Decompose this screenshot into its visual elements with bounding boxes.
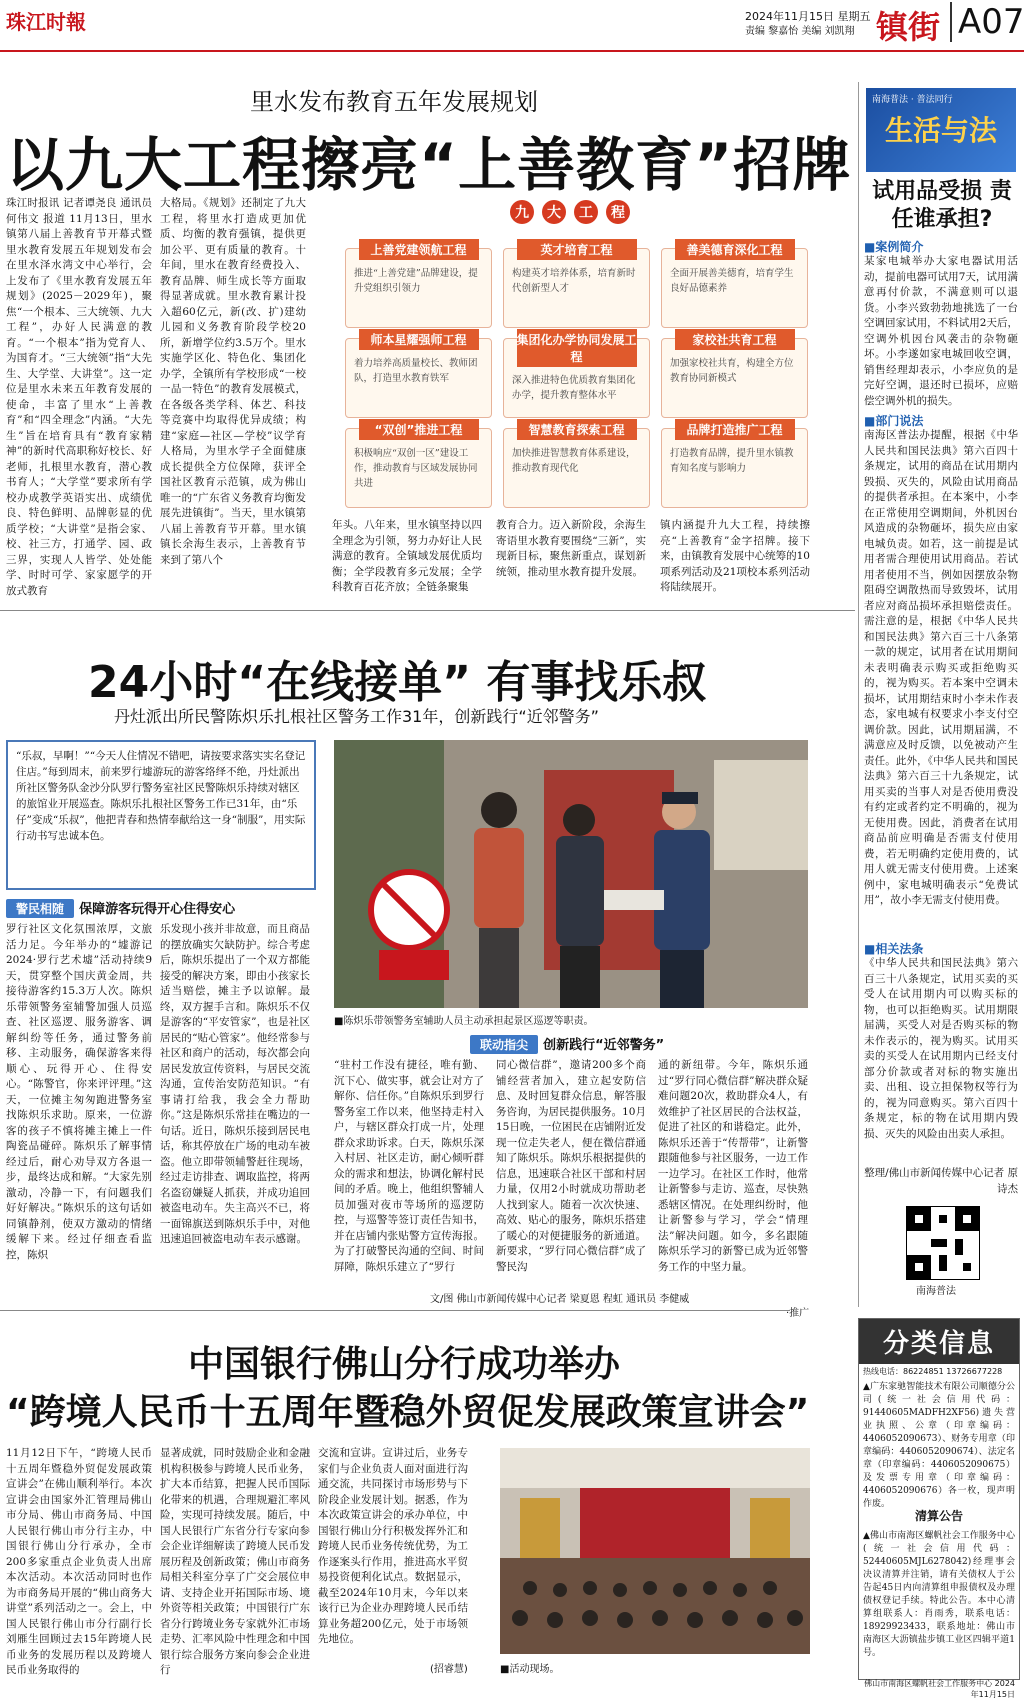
story1-column-1: 珠江时报讯 记者谭尧良 通讯员何伟文 报道 11月13日，里水镇第八届上善教育节开幕式暨里水教育发展五年规划发布会在里水泽水湾文中心举行，会上发布了《里水教育发展五年规划》(2025－2029年)，聚焦“一个根本、三大统领、九大工程”，办好人民满意的教育。“一个根本”指为党育人、为国育才。“三大统领”指“大先生、大学堂、大讲堂”。这一定位是里水未来五年教育发展的使命，丰富了里水“上善教育”和“四全理念”内涵。“大先生”旨在培育具有“教育家精神”的新时代高职称好校长、好老师，扎根里水教育，潜心教书育人；“大学堂”要求所有学校办成教学英语实出、成绩优良、特色鲜明、品牌彰显的优质学校；“大讲堂”是指会家、校、社三方，打通学、园、政三界，实现人人皆学、处处能学、时时可学、家家愿学的开放式教育 (6, 197, 152, 597)
story3-headline-line2: “跨境人民币十五周年暨稳外贸促发展政策宣讲会” (6, 1392, 810, 1433)
notice-title: 清算公告 (914, 1509, 963, 1523)
classified-item: ▲佛山市南海区螺帆社会工作服务中心(统一社会信用代码：52440605MJL6278042)经理事会决议清算并注销，请有关债权人于公告起45日内向清算组申报债权及办理债权登记手续。特此公告。本中心清算组联系人：肖雨秀，联系电话：18929923433，联系地址：佛山市南海区大沥镇盐步镇工业区四辑平道1号。 (863, 1531, 1015, 1658)
section-tag: 警民相随 (6, 899, 74, 918)
section-divider (0, 610, 855, 611)
newspaper-logo: 珠江时報 (6, 10, 86, 34)
classified-box (858, 1318, 1020, 1699)
section-name: 镇街 (876, 8, 941, 46)
classified-banner: 分类信息 (859, 1319, 1019, 1364)
story2-section-head-1 (6, 898, 235, 918)
banner-title: 生活与法 (884, 114, 997, 147)
qr-code-icon (907, 1207, 979, 1279)
section-subhead: 创新践行“近邻警务” (543, 1038, 665, 1053)
story2-column-1: 罗行社区文化氛围浓厚，文旅活力足。今年举办的“墟游记2024·罗行艺术墟”活动持续9天，贯穿整个国庆黄金周，共接待游客约15.3万人次。陈炽乐带领警务室辅警加强人员巡查、社区巡逻、服务游客、调解纠纷等任务，通过警务前移、主动服务，确保游客来得顺心、玩得开心、住得安心。“陈警官，你来评评理。”这天，一位摊主匆匆跑进警务室找陈炽乐求助。原来，一位游客的孩子不慎将摊主摊上一件陶瓷品碰碎。陈炽乐了解事情经过后，耐心劝导双方各退一步，最终达成和解。“大家先别激动，冷静一下，有问题我们好好解决。”陈炽乐的这句话如同镇静剂，使双方激动的情绪缓解下来。经过仔细查看监控，陈炽 (6, 923, 152, 1261)
law-column-banner (866, 88, 1016, 172)
sidebar-law-title: ■相关法条 (864, 942, 924, 956)
editor-credits: 责编 黎嘉怡 美编 刘凯翔 (745, 26, 855, 37)
section-divider (0, 1310, 790, 1311)
masthead-rule (0, 50, 1024, 52)
ad-label: ·推广 (786, 1308, 810, 1319)
project-card: 品牌打造推广工程 打造教育品牌，提升里水镇教育知名度与影响力 (661, 428, 808, 508)
section-subhead: 保障游客玩得开心住得安心 (79, 902, 236, 917)
story2-byline: 文/图 佛山市新闻传媒中心记者 梁夏恩 程虹 通讯员 李健威 (430, 1294, 690, 1305)
classified-item: ▲广东家驰智能技术有限公司顺德分公司(统一社会信用代码：91440605MADFH2XF56)遗失营业执照、公章（印章编码：4406052090673）、财务专用章（印章编码：4406052090674）、法定名章（印章编码：4406052090675）及发票专用章（印章编码：4406052090676）各一枚，现声明作废。 (863, 1382, 1015, 1509)
story2-section-head-2 (470, 1034, 664, 1054)
event-photo-caption: ■活动现场。 (500, 1664, 560, 1675)
story3-headline-line1: 中国银行佛山分行成功举办 (188, 1344, 621, 1385)
projects-title: 九 大 工 程 (510, 200, 630, 224)
project-card: 智慧教育探索工程 加快推进智慧教育体系建设，推动教育现代化 (503, 428, 650, 508)
classified-footer: 佛山市南海区螺帆社会工作服务中心 2024年11月15日 (864, 1679, 1015, 1699)
story1-column-3: 年头。八年来，里水镇坚持以四全理念为引领，努力办好让人民满意的教育。全镇域发展优质均衡；全学段教育多元发展；全学科教育百花齐放；全链条聚集 (332, 519, 482, 593)
story1-column-5: 镇内涵提升九大工程，持续擦亮“上善教育”金字招牌。接下来，由镇教育发展中心统筹的10项系列活动及21项校本系列活动将陆续展开。 (660, 519, 810, 593)
classified-phone: 热线电话：86224851 13726677228 (863, 1367, 1003, 1376)
story2-column-3: “驻村工作没有捷径，唯有勤、沉下心、做实事，就会让对方了解你、信任你。”自陈炽乐到罗行警务室工作以来，他坚持走村入户，与辖区群众打成一片，处理群众求助诉求。白天，陈炽乐深入村居、社区走访，耐心倾听群众的需求和想法，协调化解村民间的矛盾。晚上，他组织警辅人员加强对夜市等场所的巡逻防控，与巡警等签订责任告知书，并在店铺内张贴警方宣传海报。为了打破警民沟通的空间、时间屏障，陈炽乐建立了“罗行 (334, 1059, 484, 1273)
police-photo-illustration (334, 740, 808, 1008)
section-tag: 联动指尖 (470, 1035, 538, 1054)
sidebar-dept-text: 南海区普法办提醒，根据《中华人民共和国民法典》第六百四十条规定，试用的商品在试用期内毁损、灭失的，风险由试用商品的提供者承担。在本案中，小李在正常使用空调期间，外机因台风造成的杂物砸坏，损失应由家电城负责。如若，这一前提是试用者需合理使用试用商品。若试用者使用不当，例如因摆放杂物阻碍空调散热而导致毁坏，试用者应对商品损坏承担赔偿责任。需注意的是，根据《中华人民共和国民法典》第六百三十八条第一款的规定，试用者在试用期间未表明确表示购买或拒绝购买的，视为购买。若本案中空调未损坏，试用期结束时小李未作表态，家电城有权要求小李支付空调价款。因此，试用期届满，不满意应及时反馈，以免被动产生责任。此外，《中华人民共和国民法典》第六百三十九条规定，试用买卖的当事人对是否使用费没有约定或者约定不明确的，视为无使用费。因此，消费者在试用商品前应明确是否需支付使用费，若无明确约定使用费的，试用人就无需支付使用费。上述案例中，家电城明确表示“免费试用”，故小李无需支付使用费。 (864, 429, 1018, 906)
project-card: 集团化办学协同发展工程 深入推进特色优质教育集团化办学，提升教育整体水平 (503, 338, 650, 418)
sidebar-case-title: ■案例简介 (864, 240, 924, 254)
story2-column-5: 通的新纽带。今年，陈炽乐通过“罗行同心微信群”解决群众疑难问题20次，救助群众4人，有效维护了社区居民的合法权益，促进了社区的和谐稳定。此外，陈炽乐还善于“传帮带”，让新警跟随他参与社区服务，一边工作一边学习。在社区工作时，他常让新警参与走访、巡查，尽快熟悉辖区情况。在处理纠纷时，他让新警参与学习，学会“情理法”解决问题。如今，多名跟随陈炽乐学习的新警已成为近邻警务工作的中坚力量。 (658, 1059, 808, 1273)
story1-headline: 以九大工程擦亮“上善教育”招牌 (6, 131, 852, 199)
story3-column-2: 显著成就，同时鼓励企业和金融机构积极参与跨境人民币业务，扩大本币结算，把握人民币国际化带来的机遇，合理规避汇率风险，实现可持续发展。随后，中国人民银行广东省分行专家向参会企业详细解读了跨境人民币发展历程及创新政策；佛山市商务局相关科室分享了广交会展位申请、支持企业开拓国际市场、境外资等相关政策；中国银行广东省分行跨境业务专家就外汇市场走势、汇率风险中性理念和中国银行综合服务方案向参会企业进行 (160, 1447, 310, 1676)
event-photo (500, 1448, 810, 1654)
sidebar-credit: 整理/佛山市新闻传媒中心记者 原诗杰 (864, 1167, 1018, 1195)
story3-column-1: 11月12日下午，“跨境人民币十五周年暨稳外贸促发展政策宣讲会”在佛山顺利举行。本次宣讲会由国家外汇管理局佛山市分局、佛山市商务局、中国人民银行佛山市分行主办，中国银行佛山分行承办，全市200多家重点企业负责人出席本次活动。本次活动同时也作为市商务局开展的“佛山商务大讲堂”系列活动之一。会上，中国人民银行佛山市分行副行长刘雁生回顾过去15年跨境人民币业务的发展历程以及跨境人民币业务取得的 (6, 1447, 152, 1676)
project-card: 上善党建领航工程 推进“上善党建”品牌建设，提升党组织引领力 (345, 248, 492, 328)
police-photo-caption: ■陈炽乐带领警务室辅助人员主动承担起景区巡逻等职责。 (334, 1016, 594, 1027)
police-photo (334, 740, 808, 1008)
story1-column-2: 大格局。《规划》还制定了九大工程，将里水打造成更加优质、均衡的教育强镇，提供更加公平、更有质量的教育。十年间，里水在教育经费投入、教育品牌、师生成长等方面取得显著成就。里水教育累计投入超60亿元，新(改、扩)建幼儿园和义务教育阶段学校20所，新增学位约3.5万个。里水实施学区化、特色化、集团化办学，全镇所有学校形成“一校一品一特色”的教育发展模式，在各级各类学科、体艺、科技等竞赛中均取得优异成绩；构建“家庭—社区—学校”议学育人格局，为里水学子全面健康成长提供全方位保障，获评全国社区教育示范镇，成为佛山唯一的“广东省义务教育均衡发展先进镇街”。当天，里水镇第八届上善教育节开幕。里水镇镇长余海生表示，上善教育节来到了第八个 (160, 197, 306, 566)
project-card: 善美德育深化工程 全面开展善美德育，培育学生良好品德素养 (661, 248, 808, 328)
story2-subheadline: 丹灶派出所民警陈炽乐扎根社区警务工作31年，创新践行“近邻警务” (114, 707, 599, 726)
story2-column-4: 同心微信群”，邀请200多个商铺经营者加入，建立起安防信息、及时回复群众信息，解答服务咨询，为居民提供服务。10月15日晚，一位困民在店铺附近发现一位走失老人，便在微信群通知了陈炽乐。陈炽乐根据提供的信息，迅速联合社区干部和村居力量，仅用2小时就成功帮助老人找到家人。随着一次次快速、高效、贴心的服务，陈炽乐搭建了暖心的对便捷服务的新通道。新要求，“罗行同心微信群”成了警民沟 (496, 1059, 646, 1273)
sidebar-rule (858, 82, 859, 1307)
story1-kicker: 里水发布教育五年发展规划 (250, 88, 538, 116)
story1-column-4: 教育合力。迈入新阶段，余海生寄语里水教育要围绕“三新”，实现新目标，聚焦新重点，谋划新统领，推动里水教育提升发展。 (496, 519, 646, 578)
project-card: 师本星耀强师工程 着力培养高质量校长、教师团队，打造里水教育铁军 (345, 338, 492, 418)
issue-date: 2024年11月15日 星期五 (745, 10, 871, 23)
sidebar-dept-title: ■部门说法 (864, 414, 924, 428)
qr-code[interactable] (906, 1206, 980, 1280)
project-card: 英才培育工程 构建英才培养体系，培育新时代创新型人才 (503, 248, 650, 328)
page-number: A07 (950, 2, 1025, 42)
sidebar-law-text: 《中华人民共和国民法典》第六百三十八条规定，试用买卖的买受人在试用期内可以购买标的物，也可以拒绝购买。试用期限届满，买受人对是否购买标的物未作表示的，视为购买。试用买卖的买受人在试用期内已经支付部分价款或者对标的物实施出卖、出租、设立担保物权等行为的，视为同意购买。第六百四十条规定，标的物在试用期内毁损、灭失的风险由出卖人承担。 (864, 957, 1018, 1140)
qr-label: 南海普法 (916, 1286, 956, 1297)
sidebar-question: 试用品受损 责任谁承担? (872, 179, 1012, 232)
banner-small-text: 南海普法 · 普法同行 (872, 95, 953, 105)
story2-headline: 24小时“在线接单” 有事找乐叔 (88, 657, 707, 708)
project-card: “双创”推进工程 积极响应“双创一区”建设工作，推动教育与区域发展协同共进 (345, 428, 492, 508)
story3-column-3: 交流和宣讲。宣讲过后，业务专家们与企业负责人面对面进行沟通交流，共同探讨市场形势与下阶段企业发展计划。据悉，作为本次政策宣讲会的承办单位，中国银行佛山分行积极发挥外汇和跨境人民币业务传统优势，为工作逐案头行作用，推进高水平贸易投资便利化试点。数据显示，截至2024年10月末，今年以来该行已为企业办理跨境人民币结算业务超200亿元，处于市场领先地位。 (318, 1447, 468, 1645)
sidebar-case-text: 某家电城举办大家电器试用活动，提前电器可试用7天，试用满意再付价款，不满意则可以退货。小李兴致勃勃地挑选了一台空调回家试用，不料试用2天后，空调外机因台风袭击的杂物砸坏。小李遂如家电城回收空调，销售经理却表示，小李应负的是完好空调，退还时已损坏，应赔偿空调外机的损失。 (864, 255, 1018, 407)
story2-column-2: 乐发现小孩并非故意，而且商品的摆放确实欠缺防护。综合考虑后，陈炽乐提出了一个双方都能接受的解决方案，即由小孩家长适当赔偿，摊主予以谅解。最终，双方握手言和。陈炽乐不仅是游客的“平安管家”，也是社区居民的“贴心管家”。他经常参与社区和商户的活动，每次都会向居民发放宣传资料，与居民交流沟通，宣传治安防范知识。“有事请打给我，我会全力帮助你。”这是陈炽乐常挂在嘴边的一句话。近日，陈炽乐接到居民电话，称其停放在广场的电动车被盗。他立即带领辅警赶往现场，经过走访排查、调取监控，将两名盗窃嫌疑人抓获，并成功追回被盗电动车。失主高兴不已，将一面锦旗送到陈炽乐手中，对他迅速追回被盗电动车表示感谢。 (160, 923, 310, 1245)
event-photo-illustration (500, 1448, 810, 1654)
project-card: 家校社共育工程 加强家校社共育，构建全方位教育协同新模式 (661, 338, 808, 418)
story2-lead-box: “乐叔，早啊！”“今天人住情况不错吧，请按要求落实实名登记住店。”每到周末，前来罗行墟游玩的游客络绎不绝，丹灶派出所社区警务队金沙分队罗行警务室社区民警陈炽乐持续对辖区的旅馆业开展巡查。陈炽乐扎根社区警务工作已31年，由“乐仔”变成“乐叔”，他把青春和热情奉献给这一身“制服”，用实际行动书写忠诚本色。 (6, 740, 316, 890)
story3-byline: (招睿慧) (430, 1664, 468, 1675)
